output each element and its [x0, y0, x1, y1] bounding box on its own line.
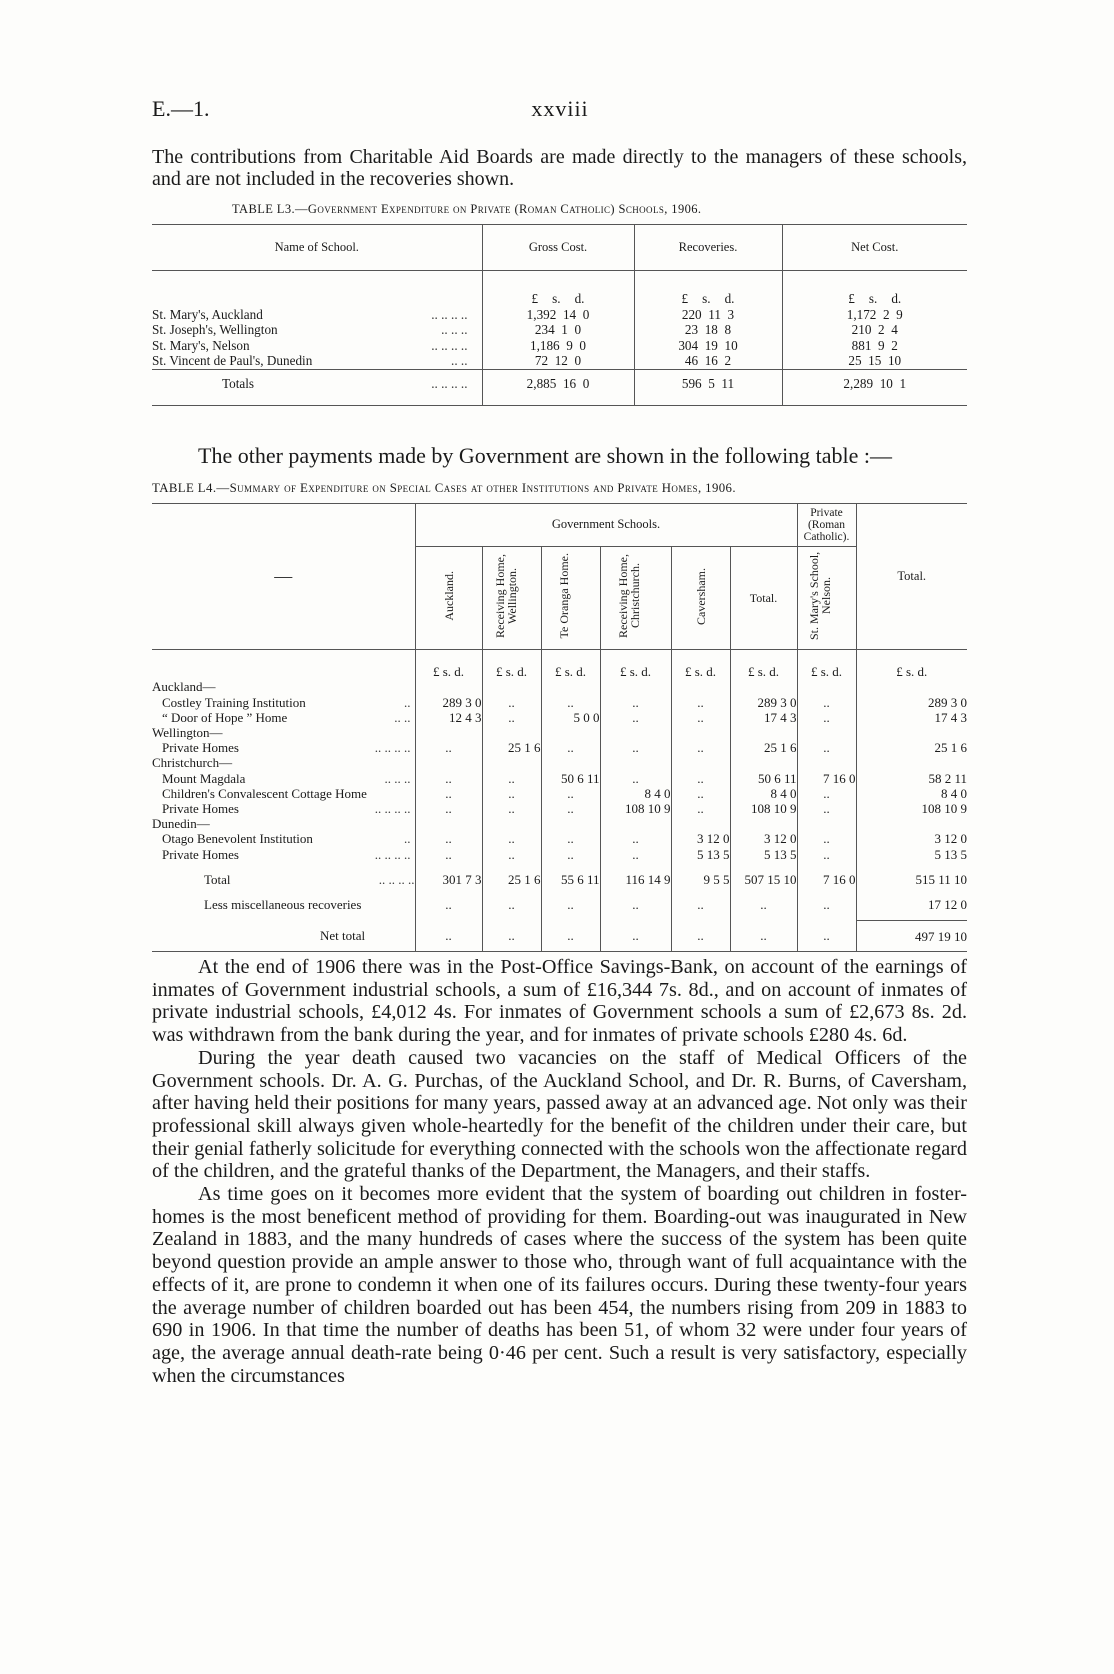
col-header-receiving-home-christchurch: Receiving Home, Christchurch. — [615, 554, 642, 638]
value-cell — [671, 679, 730, 694]
paragraph-boarding-out: As time goes on it becomes more evident that the system of boarding out children in foster-homes is the most beneficent method of providing for them. Boarding-out was inaugurated in New Zealand in 1883, and the many hundreds of cases where the success of the system has been quite beyond question provide an ample answer to those who, through want of full acquaintance with the effects of it, are prone to condemn it when one of its failures occurs. During these twenty-four years the average number of children boarded out has been 454, the numbers rising from 209 in 1883 to 690 in 1906. In that time the number of deaths has been 51, of whom 32 were under four years of age, the average annual death-rate being 0·46 per cent. Such a result is very satisfactory, especially when the circumstances — [152, 1183, 967, 1387]
value-cell — [797, 679, 856, 694]
value-cell: 58 2 11 — [856, 771, 967, 786]
value-cell: 8 4 0 — [600, 786, 671, 801]
cell-net: 210 2 4 — [782, 322, 967, 338]
total-cell: 515 11 10 — [856, 862, 967, 897]
row-label: Otago Benevolent Institution — [162, 831, 313, 847]
table-l3-header-name: Name of School. — [152, 225, 482, 271]
value-cell: .. — [541, 695, 600, 710]
value-cell: 8 4 0 — [730, 786, 797, 801]
leader-dots: .. — [404, 831, 411, 847]
col-header-te-oranga: Te Oranga Home. — [556, 553, 571, 639]
row-label: Dunedin— — [152, 816, 210, 832]
table-l3-units-row — [152, 271, 967, 307]
table-l4-caption-prefix: TABLE L4. — [152, 481, 217, 495]
col-header-st-marys-nelson: St. Mary's School, Nelson. — [806, 551, 833, 641]
value-cell: 17 4 3 — [730, 710, 797, 725]
net-total-label: Net total — [152, 920, 415, 952]
row-label: Auckland— — [152, 679, 216, 695]
table-l3-body — [152, 307, 967, 370]
table-l4-row — [152, 847, 967, 862]
row-label: Private Homes — [162, 740, 239, 756]
table-l3-header-recoveries: Recoveries. — [634, 225, 782, 271]
table-l3-totals-row — [152, 369, 967, 406]
table-l4-row — [152, 786, 967, 801]
row-label: Children's Convalescent Cottage Home — [162, 785, 367, 801]
unit-cell: £ s. d. — [730, 650, 797, 680]
value-cell — [856, 816, 967, 831]
less-recoveries-label: Less miscellaneous recoveries — [204, 897, 362, 913]
body-text — [152, 956, 967, 1387]
paragraph-medical-officers: During the year death caused two vacancies on the staff of Medical Officers of the Government schools. Dr. A. G. Purchas, of the Auckland School, and Dr. R. Burns, of Caversham, after having held their positions for many years, passed away at an advanced age. Not only was their professional skill always given whole-heartedly for the benefit of the children under their care, but their genial fatherly solicitude for everything connected with the schools won the affectionate regard of the children, and the grateful thanks of the Department, the Managers, and their staffs. — [152, 1046, 967, 1183]
unit-shillings: s. — [552, 291, 561, 306]
col-header-auckland: Auckland. — [441, 571, 456, 621]
unit-cell: £ s. d. — [482, 650, 541, 680]
value-cell: 50 6 11 — [541, 771, 600, 786]
cell-rec: 46 16 2 — [634, 353, 782, 369]
table-l4-less-recoveries-row: Less miscellaneous recoveries .. .. .. .. .. .. .. 17 12 0 — [152, 897, 967, 920]
value-cell — [541, 725, 600, 740]
value-cell — [415, 755, 482, 770]
value-cell — [797, 755, 856, 770]
value-cell — [541, 755, 600, 770]
row-label: Christchurch— — [152, 755, 233, 771]
value-cell: .. — [600, 695, 671, 710]
total-label: Total — [204, 871, 231, 887]
total-cell: 9 5 5 — [671, 862, 730, 897]
value-cell: .. — [671, 801, 730, 816]
value-cell: .. — [797, 801, 856, 816]
school-name: St. Joseph's, Wellington — [152, 322, 278, 337]
cell-gross: 1,186 9 0 — [482, 338, 634, 354]
value-cell: .. — [797, 740, 856, 755]
value-cell: .. — [482, 847, 541, 862]
unit-cell: £ s. d. — [541, 650, 600, 680]
value-cell: 7 16 0 — [797, 771, 856, 786]
leader-dots: .. .. .. — [441, 322, 468, 337]
unit-pounds: £ — [531, 291, 539, 306]
value-cell: 108 10 9 — [600, 801, 671, 816]
table-l3-row — [152, 353, 967, 369]
page-number: xxviii — [531, 96, 589, 121]
value-cell: .. — [482, 695, 541, 710]
value-cell: .. — [415, 786, 482, 801]
school-name: St. Vincent de Paul's, Dunedin — [152, 353, 313, 368]
cell-gross: 1,392 14 0 — [482, 307, 634, 323]
value-cell — [730, 679, 797, 694]
value-cell: .. — [671, 786, 730, 801]
table-l4-gov-schools-header: Government Schools. — [415, 504, 797, 547]
value-cell: .. — [671, 710, 730, 725]
unit-pounds: £ — [848, 291, 855, 306]
table-l3-row — [152, 322, 967, 338]
value-cell: .. — [415, 771, 482, 786]
value-cell — [797, 816, 856, 831]
value-cell — [856, 679, 967, 694]
table-l4-caption-title: —Summary of Expenditure on Special Cases at other Institutions and Private Homes, 1906. — [216, 481, 736, 495]
value-cell: .. — [541, 801, 600, 816]
table-l3-header-row — [152, 225, 967, 271]
leader-dots: .. .. — [394, 709, 411, 725]
total-cell: 507 15 10 — [730, 862, 797, 897]
total-cell: 301 7 3 — [415, 862, 482, 897]
intro-paragraph: The contributions from Charitable Aid Boards are made directly to the managers of these schools, and are not included in the recoveries shown. — [152, 146, 967, 190]
row-label: Private Homes — [162, 846, 239, 862]
row-label: Private Homes — [162, 801, 239, 817]
row-label: Costley Training Institution — [162, 694, 306, 710]
value-cell: .. — [541, 831, 600, 846]
table-l4 — [152, 503, 967, 952]
table-l3 — [152, 224, 967, 406]
school-name: St. Mary's, Nelson — [152, 337, 250, 353]
value-cell: .. — [482, 786, 541, 801]
table-l4-row — [152, 710, 967, 725]
table-l4-total-header: Total. — [856, 504, 967, 650]
unit-cell: £ s. d. — [856, 650, 967, 680]
value-cell — [600, 679, 671, 694]
value-cell — [600, 816, 671, 831]
total-cell: 7 16 0 — [797, 862, 856, 897]
totals-gross: 2,885 16 0 — [482, 369, 634, 406]
net-total-value: 497 19 10 — [856, 920, 967, 952]
value-cell: .. — [600, 847, 671, 862]
paragraph-savings-bank: At the end of 1906 there was in the Post-Office Savings-Bank, on account of the earnings of inmates of Government industrial schools, a sum of £16,344 7s. 8d., and on account of inmates of private industrial schools, £4,012 4s. For inmates of Government schools a sum of £2,673 8s. 2d. was withdrawn from the bank during the year, and for inmates of private schools £280 4s. 6d. — [152, 956, 967, 1047]
value-cell: 108 10 9 — [856, 801, 967, 816]
leader-dots: .. .. .. .. — [374, 846, 411, 862]
unit-cell: £ s. d. — [415, 650, 482, 680]
cell-gross: 234 1 0 — [482, 322, 634, 338]
value-cell: .. — [600, 771, 671, 786]
value-cell: 5 13 5 — [730, 847, 797, 862]
value-cell: .. — [415, 847, 482, 862]
value-cell: 3 12 0 — [856, 831, 967, 846]
value-cell: 5 13 5 — [856, 847, 967, 862]
table-l3-caption-title: —Government Expenditure on Private (Roman Catholic) Schools, 1906. — [295, 202, 702, 216]
value-cell: 3 12 0 — [730, 831, 797, 846]
value-cell: .. — [482, 771, 541, 786]
value-cell: .. — [797, 786, 856, 801]
value-cell — [541, 679, 600, 694]
value-cell — [856, 755, 967, 770]
unit-pounds: £ — [681, 291, 689, 306]
table-l4-group-header-row — [152, 504, 967, 547]
table-l3-caption — [232, 202, 701, 217]
value-cell: .. — [797, 847, 856, 862]
value-cell: .. — [541, 740, 600, 755]
cell-net: 25 15 10 — [782, 353, 967, 369]
table-l4-body — [152, 679, 967, 861]
value-cell: 108 10 9 — [730, 801, 797, 816]
value-cell: 25 1 6 — [482, 740, 541, 755]
table-l4-row — [152, 831, 967, 846]
value-cell: 8 4 0 — [856, 786, 967, 801]
leader-dots: .. .. .. .. — [378, 871, 415, 887]
table-l4-caption — [152, 481, 736, 496]
value-cell — [600, 725, 671, 740]
value-cell — [415, 725, 482, 740]
value-cell: 5 13 5 — [671, 847, 730, 862]
value-cell — [730, 816, 797, 831]
table-l4-row — [152, 801, 967, 816]
value-cell — [730, 725, 797, 740]
cell-net: 1,172 2 9 — [782, 307, 967, 323]
value-cell — [671, 725, 730, 740]
table-l4-row — [152, 771, 967, 786]
table-l3-header-gross: Gross Cost. — [482, 225, 634, 271]
value-cell: .. — [671, 771, 730, 786]
leader-dots: .. .. .. .. — [431, 375, 468, 391]
table-l4-units-row — [152, 650, 967, 680]
value-cell — [730, 755, 797, 770]
table-l4-total-row — [152, 862, 967, 897]
col-header-caversham: Caversham. — [693, 567, 708, 625]
value-cell: .. — [797, 695, 856, 710]
value-cell — [600, 755, 671, 770]
value-cell: 3 12 0 — [671, 831, 730, 846]
leader-dots: .. — [404, 694, 411, 710]
leader-dots: .. .. .. .. — [374, 801, 411, 817]
table-l4-net-total-row: Net total .. .. .. .. .. .. .. 497 19 10 — [152, 920, 967, 952]
leader-dots: .. .. .. .. — [374, 740, 411, 756]
table-l3-header-net: Net Cost. — [782, 225, 967, 271]
value-cell: 25 1 6 — [856, 740, 967, 755]
cell-rec: 220 11 3 — [634, 307, 782, 323]
table-l4-intro: The other payments made by Government are shown in the following table :— — [198, 443, 893, 468]
leader-dots: .. .. .. .. — [431, 306, 468, 322]
table-l3-row — [152, 338, 967, 354]
leader-dots: .. .. .. — [384, 770, 411, 786]
unit-pence: d. — [574, 291, 585, 306]
table-l4-row — [152, 695, 967, 710]
cell-rec: 304 19 10 — [634, 338, 782, 354]
value-cell: 17 4 3 — [856, 710, 967, 725]
total-cell: 116 14 9 — [600, 862, 671, 897]
table-l4-region-row — [152, 816, 967, 831]
school-name: St. Mary's, Auckland — [152, 306, 263, 322]
unit-cell: £ s. d. — [797, 650, 856, 680]
value-cell: .. — [600, 831, 671, 846]
table-l4-region-row — [152, 725, 967, 740]
value-cell — [482, 755, 541, 770]
cell-net: 881 9 2 — [782, 338, 967, 354]
value-cell: .. — [600, 710, 671, 725]
cell-gross: 72 12 0 — [482, 353, 634, 369]
row-label: Mount Magdala — [162, 770, 246, 786]
value-cell: 50 6 11 — [730, 771, 797, 786]
value-cell: .. — [797, 710, 856, 725]
table-l3-row — [152, 307, 967, 323]
value-cell — [671, 755, 730, 770]
table-l4-row — [152, 740, 967, 755]
value-cell — [482, 816, 541, 831]
value-cell: 289 3 0 — [415, 695, 482, 710]
value-cell: .. — [541, 786, 600, 801]
value-cell: .. — [415, 831, 482, 846]
value-cell — [856, 725, 967, 740]
page-reference: E.—1. — [152, 96, 210, 121]
table-l4-region-row — [152, 755, 967, 770]
col-header-gov-total: Total. — [749, 590, 778, 605]
total-cell: 55 6 11 — [541, 862, 600, 897]
value-cell — [797, 725, 856, 740]
unit-cell: £ s. d. — [671, 650, 730, 680]
unit-pence: d. — [724, 291, 735, 306]
table-l4-region-row — [152, 679, 967, 694]
row-label: “ Door of Hope ” Home — [162, 709, 288, 725]
value-cell: .. — [482, 831, 541, 846]
less-recoveries-value: 17 12 0 — [856, 897, 967, 920]
unit-shillings: s. — [868, 291, 878, 306]
leader-dots: .. .. — [451, 353, 468, 368]
value-cell: .. — [415, 740, 482, 755]
value-cell: .. — [482, 801, 541, 816]
unit-pence: d. — [891, 291, 902, 306]
value-cell — [415, 679, 482, 694]
value-cell: 289 3 0 — [730, 695, 797, 710]
cell-rec: 23 18 8 — [634, 322, 782, 338]
row-label: Wellington— — [152, 725, 223, 741]
value-cell — [415, 816, 482, 831]
unit-cell: £ s. d. — [600, 650, 671, 680]
table-l4-stub-header: — — [152, 504, 415, 650]
col-header-receiving-home-wellington: Receiving Home, Wellington. — [492, 554, 519, 638]
value-cell: .. — [541, 847, 600, 862]
value-cell: 25 1 6 — [730, 740, 797, 755]
value-cell — [541, 816, 600, 831]
totals-net: 2,289 10 1 — [782, 369, 967, 406]
value-cell: .. — [797, 831, 856, 846]
leader-dots: .. .. .. .. — [431, 337, 468, 353]
unit-shillings: s. — [702, 291, 711, 306]
value-cell: .. — [482, 710, 541, 725]
total-cell: 25 1 6 — [482, 862, 541, 897]
value-cell: .. — [671, 740, 730, 755]
value-cell — [482, 725, 541, 740]
totals-label: Totals — [222, 375, 255, 391]
table-l4-private-header: Private (Roman Catholic). — [797, 504, 856, 547]
value-cell — [671, 816, 730, 831]
value-cell: 12 4 3 — [415, 710, 482, 725]
totals-recoveries: 596 5 11 — [634, 369, 782, 406]
value-cell: 289 3 0 — [856, 695, 967, 710]
value-cell: .. — [415, 801, 482, 816]
value-cell: .. — [671, 695, 730, 710]
value-cell — [482, 679, 541, 694]
value-cell: .. — [600, 740, 671, 755]
table-l3-caption-prefix: TABLE L3. — [232, 202, 296, 216]
value-cell: 5 0 0 — [541, 710, 600, 725]
